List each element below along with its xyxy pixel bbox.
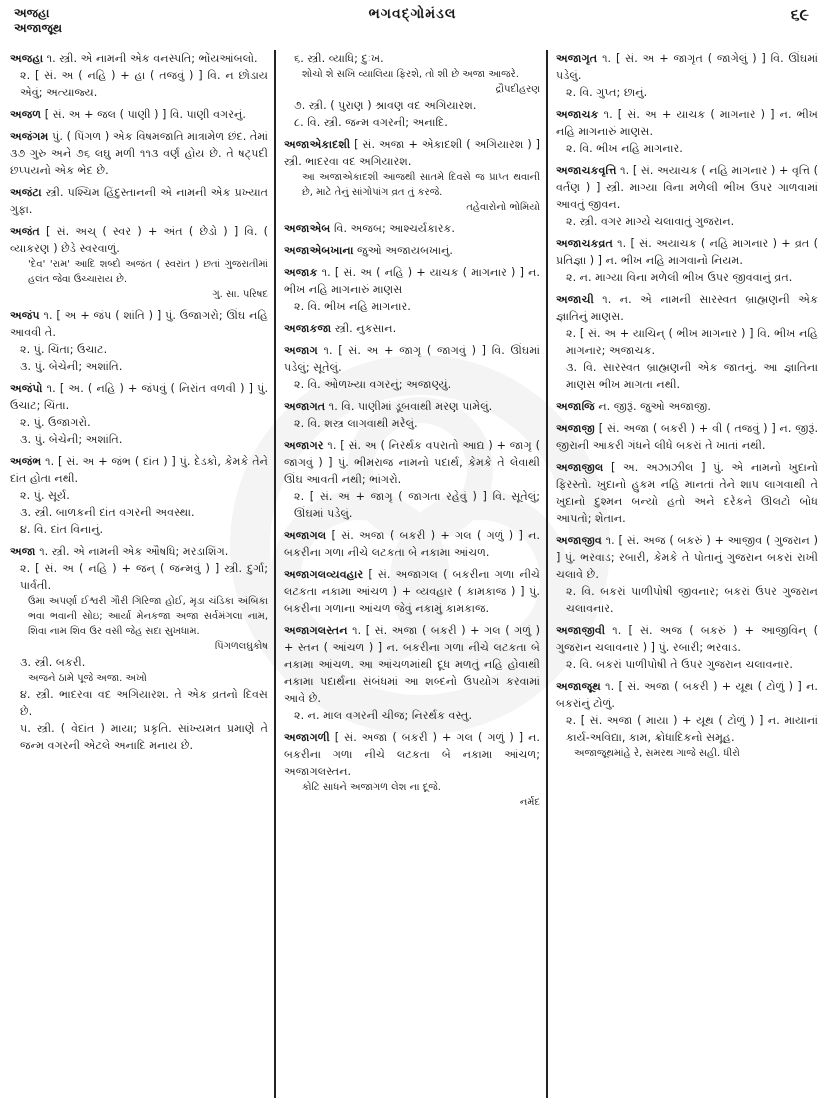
sense-definition [10,504,268,521]
headword: અજાએકાદશી [284,138,351,151]
definition-text [284,342,540,376]
headword: અજંત [10,225,40,238]
dictionary-entry [10,307,268,375]
sense-definition [10,654,268,671]
headword: અજંગમ [10,130,49,143]
dictionary-entry [284,527,540,561]
definition-text [10,307,268,341]
entry-text: ૨. ન. માગ્યા વિના મળેલી ભીખ ઉપર જીવવાનું વ્રત. [566,271,793,284]
page-number: ૬૯ [790,5,809,24]
entry-text: ૨. પું. ચિંતા; ઉચાટ. [20,343,108,356]
dictionary-entry [10,223,268,302]
dictionary-entry [284,566,540,617]
definition-text [284,264,540,298]
dictionary-entry [556,106,818,157]
headword: અજાજૂથ [556,680,601,693]
definition-text [284,242,540,259]
entry-text: ૧. [ સં. અ ( નહિ ) + યાચક ( માગનાર ) ] ન. ભીખ નહિ માગનારું માણસ [284,266,540,296]
dictionary-entry [284,264,540,315]
entry-text: જુઓ અજાયબખાનું. [357,244,453,257]
entry-text: સ્ત્રી. નુકસાન. [334,322,397,335]
entry-text: ૫. સ્ત્રી. ( વેદાંત ) માયા; પ્રકૃતિ. સાંખ્યમત પ્રમાણે તે જન્મ વગરની એટલે અનાદિ મનાય છે. [20,722,268,752]
definition-text [284,622,540,707]
definition-text [284,527,540,561]
definition-text [10,453,268,487]
entry-text: અજાજૂથમાંહે રે, સમરથ ગાજે સહી. ધીરો [574,748,740,759]
definition-text [284,729,540,780]
entry-text: ૩. સ્ત્રી. બકરી. [20,656,86,669]
entry-text: ૨. [ સં. અ ( નહિ ) + હા ( તજવું ) ] વિ. ન છોડાય એવું; અત્યાજ્ય. [20,69,268,99]
entry-text: ૨. પું. સૂર્ય. [20,489,70,502]
dictionary-entry [284,242,540,259]
headword: અજંપો [10,382,43,395]
sense-definition [556,140,818,157]
entry-text: [ સં. અજા ( બકરી ) + વી ( તજવું ) ] ન. જીરૂં. જીરાની આકરી ગંધને લીધે બકરાં તે ખાતાં નથી. [556,422,818,452]
definition-text [10,380,268,414]
headword: અજંભ [10,455,42,468]
headword: અજાગત [284,400,326,413]
entry-text: ૨. [ સં. અ ( નહિ ) + જન્ ( જન્મવું ) ] સ્ત્રી. દુર્ગા; પાર્વતી. [20,562,268,592]
entry-text: ૩. પું. બેચેની; અશાંતિ. [20,433,123,446]
dictionary-entry [284,437,540,522]
entry-text: પિંગળલઘુકોષ [214,641,268,652]
entry-text: ૧. [ સં. અ ( નિરર્થક વપરાતો આદ્ય ) + જાગૃ ( જાગવું ) ] પું. ભીમરાજ નામનો પદાર્થ, કેમકે તે લેવાથી ઊંઘ આવતી નથી; ભાંગરો. [284,439,540,486]
entry-text: ૧. [ સં. અજ ( બકરું ) + આજીવ ( ગુજરાન ) ] પું. ભરવાડ; રબારી, કેમકે તે પોતાનું ગુજરાન બકરાં રાખી ચલાવે છે. [556,534,818,581]
entry-text: ૧. [ સં. અ + જાગૃત ( જાગેલું ) ] વિ. ઊંઘમાં પડેલું. [556,52,818,82]
dictionary-entry [10,128,268,179]
headword: અજહા [10,52,44,65]
entry-text: નર્મદ [519,797,540,808]
entry-text: ૨. [ સં. અ + યાચિન્ ( ભીખ માગનાર ) ] વિ. ભીખ નહિ માગનાર; અજાચક. [566,327,818,357]
dictionary-entry [10,543,268,754]
entry-text: [ સં. અજાગલ ( બકરીના ગળા નીચે લટકતા નકામા આંચળ ) + વ્યવહાર ( કામકાજ ) ] પું. બકરીના ગળાના આંચળ જેવું નકામું કામકાજ. [284,568,540,615]
headword: અજાગલસ્તન [284,624,348,637]
dictionary-entry [556,291,818,393]
usage-quote [10,671,268,686]
dictionary-entry [10,50,268,101]
headword: અજાચકવૃત્તિ [556,164,617,177]
definition-text [10,128,268,179]
usage-quote [556,746,818,761]
entry-text: સ્ત્રી. પશ્ચિમ હિંદુસ્તાનની એ નામની એક પ્રખ્યાત ગુફા. [10,186,268,216]
sense-definition [10,67,268,101]
headword: અજાજીવ [556,534,602,547]
sense-definition [556,325,818,359]
entry-text: ૨. સ્ત્રી. વગર માગ્યે ચલાવાતું ગુજરાન. [566,215,735,228]
entry-text: અજને ઠામે પૂજે અજા. અખો [28,673,147,684]
sense-definition [10,414,268,431]
citation-source [10,639,268,654]
headword: અજંપ [10,309,40,322]
headword: અજાગર [284,439,324,452]
headword: અજાગૃત [556,52,598,65]
definition-text [556,106,818,140]
dictionary-entry [556,678,818,761]
dictionary-entry [284,220,540,237]
headword: અજાચકવ્રત [556,237,613,250]
sense-definition [556,712,818,746]
entry-text: ૧. ન. એ નામની સારસ્વત બ્રાહ્મણની એક જ્ઞાતિનું માણસ. [556,293,818,323]
entry-text: ૧. [ સં. અજા ( બકરી ) + યૂથ ( ટોળું ) ] ન. બકરાંનું ટોળું. [556,680,818,710]
sense-definition [284,114,540,131]
entry-text: ૩. પું. બેચેની; અશાંતિ. [20,360,123,373]
sense-definition [284,298,540,315]
entry-text: ૨. પું. ઉજાગરો. [20,416,91,429]
definition-text [556,235,818,269]
sense-definition [284,376,540,393]
entry-text: ૮. વિ. સ્ત્રી. જન્મ વગરની; અનાદિ. [294,116,448,129]
entry-text: ૧. [ સં. અજ ( બકરું ) + આજીવિન્ ( ગુજરાન ચલાવનાર ) ] પું. રબારી; ભરવાડ. [556,624,818,654]
entry-text: તહેવારોનો ભોમિયો [466,202,540,213]
sense-definition [284,488,540,522]
entry-text: ૨. વિ. બકરાં પાળીપોષી જીવનાર; બકરાં ઉપર ગુજરાન ચલાવનાર. [566,585,818,615]
dictionary-entry [284,398,540,432]
entry-text: ૧. સ્ત્રી. એ નામની એક ઔષધિ; મરડાશિંગ. [39,545,229,558]
citation-source [284,82,540,97]
usage-quote [284,170,540,200]
entry-text: ૩. સ્ત્રી. બાળકની દાંત વગરની અવસ્થા. [20,506,195,519]
entry-text: ૧. [ અ + જંપ ( શાંતિ ) ] પું. ઉજાગરો; ઊંઘ નહિ આવવી તે. [10,309,268,339]
entry-text: ૧. વિ. પાણીમાં ડૂબવાથી મરણ પામેલું. [328,400,493,413]
dictionary-columns [10,50,818,1098]
entry-text: ૨. વિ. ઓળખ્યા વગરનું; અજાણ્યું. [294,378,452,391]
dictionary-entry [556,162,818,230]
headword: અજળ [10,108,42,121]
dictionary-entry [10,106,268,123]
entry-text: ૨. [ સં. અજા ( માયા ) + યૂથ ( ટોળું ) ] ન. માયાનાં કાર્ય-અવિદ્યા, કામ, ક્રોધાદિકનો સમૂહ. [566,714,818,744]
citation-source [284,795,540,810]
entry-text: ૨. [ સં. અ + જાગૃ ( જાગતા રહેવું ) ] વિ. સૂતેલું; ઊંઘમાં પડેલું. [294,490,540,520]
headword: અજા [10,545,36,558]
entry-text: ૨. વિ. ગુપ્ત; છાનું. [566,86,648,99]
sense-definition [284,50,540,67]
sense-definition [556,583,818,617]
guide-word-last: અજાજૂથ [14,21,63,35]
definition-text [284,398,540,415]
usage-quote [10,257,268,287]
dictionary-entry [284,622,540,724]
entry-text: ૧. [ સં. અ + જાગૃ ( જાગવું ) ] વિ. ઊંઘમાં પડેલું; સૂતેલું. [284,344,540,374]
dictionary-entry [284,729,540,810]
entry-text: ગુ. સા. પરિષદ [212,289,268,300]
entry-text: આ અજાએકાદશી આજથી સાતમે દિવસે જ પ્રાપ્ત થવાની છે, માટે તેનું સાંગોપાંગ વ્રત તું કરજે. [302,172,540,198]
sense-definition [10,686,268,720]
dictionary-entry [284,136,540,215]
dictionary-entry [556,50,818,101]
entry-text: ૬. સ્ત્રી. વ્યાધિ; દુઃખ. [294,52,384,65]
page-title: ભગવદ્ગોમંડલ [368,6,457,22]
entry-text: ઉમા અપર્ણા ઈશ્વરી ગૌરી ગિરિજા હોઈ, મૃડા ચંડિકા અંબિકા ભવા ભવાની સોઇ; આર્યા મેનકજા અજા સર્વમંગલા નામ, શિવા નામ શિવ ઉર વસી જેહ સદા સુખધામ. [28,596,268,637]
entry-text: ૧. [ સં. અ + જંભ ( દાંત ) ] પું. દેડકો, કેમકે તેને દાંત હોતા નથી. [10,455,268,485]
entry-text: ૧. સ્ત્રી. એ નામની એક વનસ્પતિ; ભોંયઆંબલો. [46,52,258,65]
dictionary-entry [556,420,818,454]
definition-text [556,162,818,213]
usage-quote [284,780,540,795]
definition-text [556,420,818,454]
definition-text [556,459,818,527]
dictionary-entry [10,453,268,538]
sense-definition [284,707,540,724]
definition-text [556,532,818,583]
entry-text: ૨. વિ. બકરાં પાળીપોષી તે ઉપર ગુજરાન ચલાવનાર. [566,658,793,671]
definition-text [556,622,818,656]
definition-text [556,291,818,325]
definition-text [10,223,268,257]
dictionary-entry [10,184,268,218]
usage-quote [284,67,540,82]
dictionary-entry [284,320,540,337]
sense-definition [556,359,818,393]
headword: અજાજીલ [556,461,604,474]
entry-text: કોટિ સાધને અજાગળ લેશ ના દૂજે. [302,782,441,793]
definition-text [284,437,540,488]
definition-text [10,50,268,67]
entry-text: ૪. સ્ત્રી. ભાદરવા વદ અગિયારશ. તે એક વ્રતનો દિવસ છે. [20,688,268,718]
headword: અજાગ [284,344,318,357]
entry-text: ૧. [ સં. અજા ( બકરી ) + ગલ ( ગળું ) + સ્તન ( આંચળ ) ] ન. બકરીના ગળા નીચે લટકતા બે નકામા આંચળ. આ આંચળમાંથી દૂધ મળતું નહિ હોવાથી નકામા પદાર્થના સંબંધમાં આ શબ્દનો ઉપયોગ કરવામાં આવે છે. [284,624,540,705]
definition-text [284,220,540,237]
sense-definition [10,521,268,538]
headword: અજાએબ [284,222,331,235]
entry-text: ૧. [ સં. અયાચક ( નહિ માગનાર ) + વૃત્તિ ( વર્તણ ) ] સ્ત્રી. માગ્યા વિના મળેલી ભીખ ઉપર ગાળવામાં આવતું જીવન. [556,164,818,211]
dictionary-entry [556,459,818,527]
entry-text: [ અ. અઝાઝીલ ] પું. એ નામનો ખુદાનો ફિરસ્તો. ખુદાનો હુકમ નહિ માનતાં તેને શાપ લાગવાથી તે ખુદાનો દુશ્મન બન્યો હતો અને દરેકને ઊલટો બોધ આપતો; શેતાન. [556,461,818,525]
entry-text: ૨. વિ. ભીખ નહિ માગનાર. [294,300,411,313]
sense-definition [284,97,540,114]
headword: અજાએબખાના [284,244,354,257]
definition-text [556,678,818,712]
definition-text [10,184,268,218]
page-header [0,0,825,44]
entry-text: ૧. [ સં. અયાચક ( નહિ માગનાર ) + વ્રત ( પ્રતિજ્ઞા ) ] ન. ભીખ નહિ માગવાનો નિયમ. [556,237,818,267]
dictionary-entry [284,50,540,131]
guide-word-first: અજહા [14,6,50,20]
headword: અજાચી [556,293,594,306]
entry-text: ન. જીરૂં. જુઓ અજાજી. [598,400,711,413]
sense-definition [556,84,818,101]
entry-text: 'દેવ' 'રામ' આદિ શબ્દો અજંત ( સ્વરાંત ) છતાં ગુજરાતીમાં હલંત જેવા ઉચ્ચારાય છે. [28,259,268,285]
entry-text: [ સં. અજા + એકાદશી ( અગિયારશ ) ] સ્ત્રી. ભાદરવા વદ અગિયારશ. [284,138,540,168]
entry-text: ૨. ન. માલ વગરની ચીજ; નિરર્થક વસ્તુ. [294,709,473,722]
usage-quote [10,594,268,639]
definition-text [284,136,540,170]
column-3 [546,50,818,1098]
dictionary-entry [556,532,818,617]
entry-text: વિ. અજબ; આશ્ચર્યકારક. [333,222,455,235]
headword: અજાજી [556,422,595,435]
definition-text [284,566,540,617]
citation-source [284,200,540,215]
entry-text: શોચો શે સખિ વ્યાલિયા ફિરશે, તો શી છે અજા આજરે. [302,69,519,80]
sense-definition [556,269,818,286]
headword: અજાગલવ્યવહાર [284,568,364,581]
definition-text [556,398,818,415]
sense-definition [10,341,268,358]
entry-text: [ સં. અચ્ ( સ્વર ) + અંત ( છેડો ) ] વિ. ( વ્યાકરણ ) છેડે સ્વરવાળું. [10,225,268,255]
headword: અજંટા [10,186,42,199]
column-2 [274,50,546,1098]
citation-source [10,287,268,302]
sense-definition [556,656,818,673]
dictionary-entry [556,622,818,673]
entry-text: ૪. વિ. દાંત વિનાનું. [20,523,104,536]
headword: અજાજિ [556,400,595,413]
entry-text: પું. ( પિંગળ ) એક વિષમજાતિ માત્રામેળ છંદ. તેમાં ૩૭ ગુરુ અને ૭૬ લઘુ મળી ૧૧૩ વર્ણ હોય છે. તે ષટ્પદી છપ્પયનો એક ભેદ છે. [10,130,268,177]
headword: અજાગળી [284,731,330,744]
entry-text: [ સં. અજા ( બકરી ) + ગલ ( ગળું ) ] ન. બકરીના ગળા નીચે લટકતા બે નકામા આંચળ; અજાગલસ્તન. [284,731,540,778]
dictionary-entry [556,398,818,415]
headword: અજાજીવી [556,624,606,637]
dictionary-entry [284,342,540,393]
entry-text: [ સં. અજા ( બકરી ) + ગલ ( ગળું ) ] ન. બકરીના ગળા નીચે લટકતા બે નકામા આંચળ. [284,529,540,559]
entry-text: ૨. વિ. ભીખ નહિ માગનાર. [566,142,683,155]
entry-text: ૧. [ સં. અ + યાચક ( માગનાર ) ] ન. ભીખ નહિ માગનારું માણસ. [556,108,818,138]
sense-definition [10,358,268,375]
entry-text: ૨. વિ. શસ્ત્ર લાગવાથી મરેલું. [294,417,418,430]
sense-definition [284,415,540,432]
definition-text [10,106,268,123]
definition-text [556,50,818,84]
headword: અજાકજા [284,322,332,335]
entry-text: દ્રૌપદીહરણ [495,84,540,95]
column-1 [10,50,274,1098]
entry-text: [ સં. અ + જલ ( પાણી ) ] વિ. પાણી વગરનું. [44,108,246,121]
headword: અજાચક [556,108,599,121]
entry-text: ૩. વિ. સારસ્વત બ્રાહ્મણની એક જાતનું. આ જ્ઞાતિના માણસ ભીખ માગતા નથી. [566,361,818,391]
definition-text [10,543,268,560]
dictionary-entry [10,380,268,448]
definition-text [284,320,540,337]
headword: અજાગલ [284,529,327,542]
sense-definition [10,720,268,754]
entry-text: ૭. સ્ત્રી. ( પુરાણ ) શ્રાવણ વદ અગિયારશ. [294,99,477,112]
headword: અજાક [284,266,318,279]
dictionary-entry [556,235,818,286]
sense-definition [10,431,268,448]
sense-definition [10,487,268,504]
sense-definition [556,213,818,230]
sense-definition [10,560,268,594]
entry-text: ૧. [ અ. ( નહિ ) + જંપવું ( નિરાંત વળવી ) ] પું. ઉચાટ; ચિંતા. [10,382,269,412]
